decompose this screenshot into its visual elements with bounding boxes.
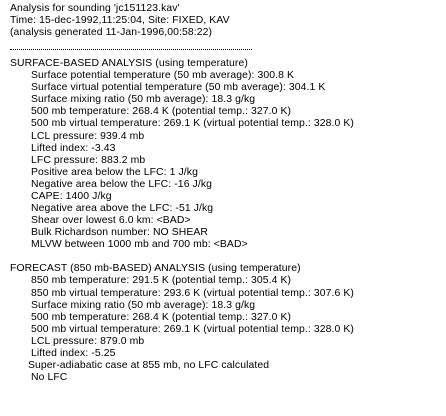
forecast-line: 850 mb temperature: 291.5 K (potential temp.: 305.4 K) [31, 275, 292, 286]
report-title: Analysis for sounding 'jc151123.kav' [10, 3, 180, 14]
surface-line: Bulk Richardson number: NO SHEAR [31, 227, 209, 238]
surface-line: Negative area above the LFC: -51 J/kg [31, 203, 214, 214]
surface-section-heading: SURFACE-BASED ANALYSIS (using temperature) [10, 58, 248, 69]
surface-line: CAPE: 1400 J/kg [31, 191, 112, 202]
forecast-line: 500 mb temperature: 268.4 K (potential temp.: 327.0 K) [31, 312, 292, 323]
forecast-line: 500 mb virtual temperature: 269.1 K (virtual potential temp.: 328.0 K) [31, 324, 354, 335]
forecast-line: LCL pressure: 879.0 mb [31, 336, 145, 347]
surface-line: LFC pressure: 883.2 mb [31, 155, 146, 166]
forecast-note: Super-adiabatic case at 855 mb, no LFC calculated [28, 360, 270, 371]
surface-line: Surface potential temperature (50 mb average): 300.8 K [31, 70, 295, 81]
header-separator [10, 49, 252, 50]
forecast-section-heading: FORECAST (850 mb-BASED) ANALYSIS (using temperature) [10, 263, 301, 274]
forecast-line: Surface mixing ratio (50 mb average): 18.3 g/kg [31, 300, 256, 311]
surface-line: 500 mb temperature: 268.4 K (potential temp.: 327.0 K) [31, 106, 292, 117]
surface-line: 500 mb virtual temperature: 269.1 K (virtual potential temp.: 328.0 K) [31, 118, 354, 129]
surface-line: Surface virtual potential temperature (50 mb average): 304.1 K [31, 82, 326, 93]
surface-line: Surface mixing ratio (50 mb average): 18.3 g/kg [31, 94, 256, 105]
forecast-line: 850 mb virtual temperature: 293.6 K (virtual potential temp.: 307.6 K) [31, 288, 354, 299]
surface-line: LCL pressure: 939.4 mb [31, 131, 145, 142]
surface-line: Lifted index: -3.43 [31, 143, 116, 154]
report-generated: (analysis generated 11-Jan-1996,00:58:22) [10, 27, 213, 38]
surface-line: MLVW between 1000 mb and 700 mb: <BAD> [31, 239, 248, 250]
forecast-line: Lifted index: -5.25 [31, 348, 116, 359]
surface-line: Negative area below the LFC: -16 J/kg [31, 179, 213, 190]
surface-line: Shear over lowest 6.0 km: <BAD> [31, 215, 191, 226]
report-time-site: Time: 15-dec-1992,11:25:04, Site: FIXED, KAV [10, 15, 230, 26]
forecast-note: No LFC [31, 372, 68, 383]
surface-line: Positive area below the LFC: 1 J/kg [31, 167, 198, 178]
